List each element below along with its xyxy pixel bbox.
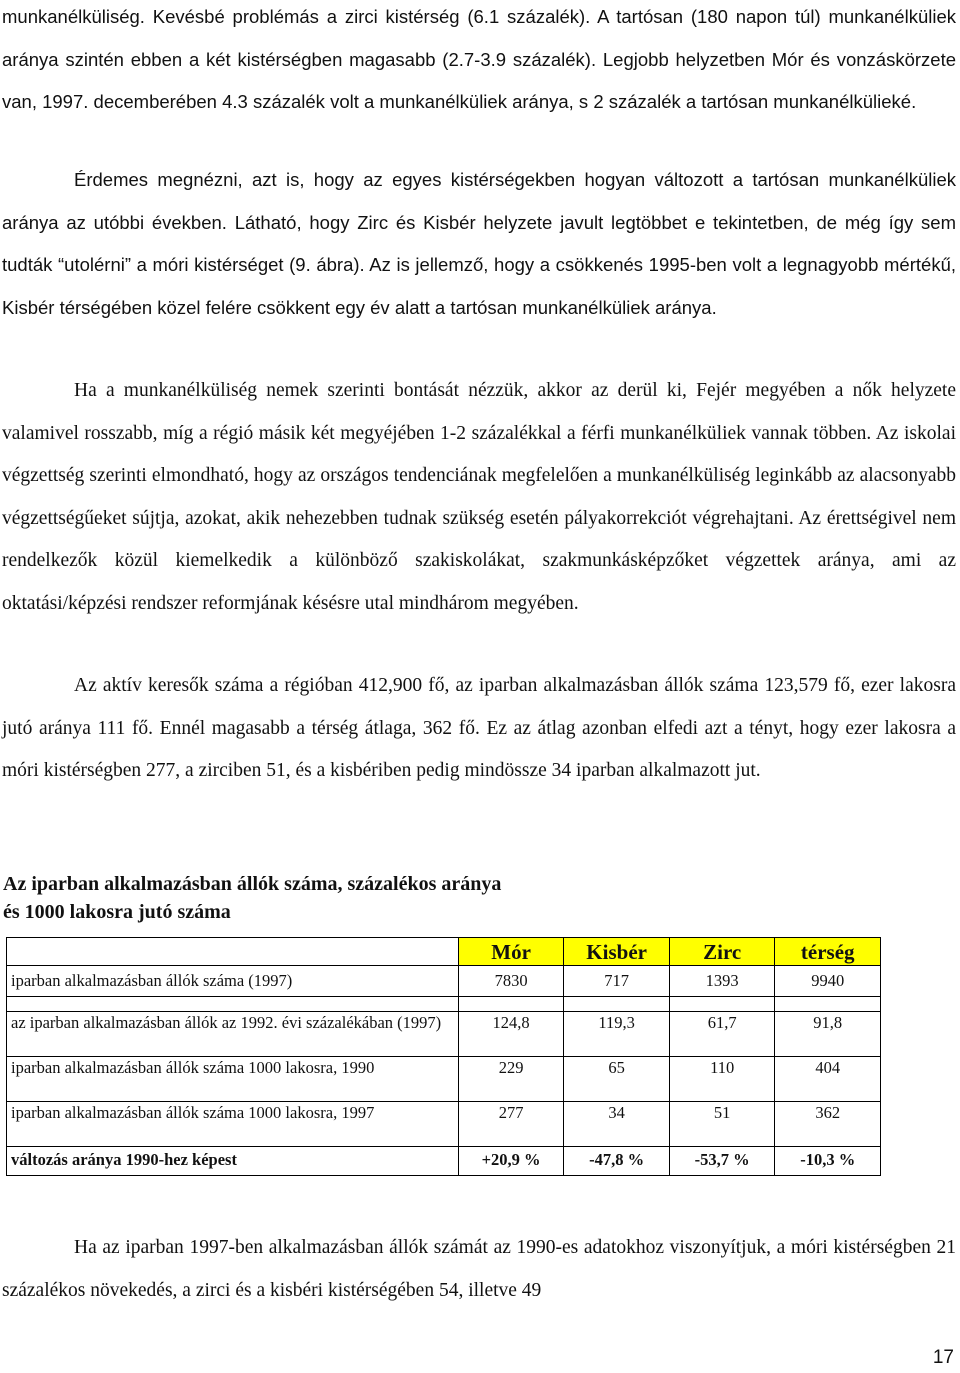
table-spacer-row [7, 997, 881, 1012]
spacer-cell [775, 997, 881, 1012]
table-header-empty-cell [7, 938, 459, 966]
paragraph-2: Érdemes megnézni, azt is, hogy az egyes kistérségekben hogyan változott a tartósan munkanélküliek aránya az utóbbi években. Látható, hogy Zirc és Kisbér helyzete javult legtöbbet e tekintetben, de még így sem tudták “utolérni” a móri kistérséget (9. ábra). Az is jellemző, hogy a csökkenés 1995-ben volt a legnagyobb mértékű, Kisbér térségében közel felére csökkent egy év alatt a tartósan munkanélküliek aránya. [2, 169, 956, 318]
cell-value: -53,7 % [669, 1147, 775, 1176]
table-row-total [7, 1147, 881, 1176]
table-header-row [7, 938, 881, 966]
paragraph-4: Az aktív keresők száma a régióban 412,900 fő, az iparban alkalmazásban állók száma 123,579 fő, ezer lakosra jutó aránya 111 fő. Ennél magasabb a térség átlaga, 362 fő. Ez az átlag azonban elfedi azt a tényt, hogy ezer lakosra a móri kistérségben 277, a zirciben 51, és a kisbériben pedig mindössze 34 iparban alkalmazott jut. [2, 675, 956, 782]
row-label: iparban alkalmazásban állók száma 1000 lakosra, 1990 [7, 1057, 459, 1102]
paragraph-1: munkanélküliség. Kevésbé problémás a zirci kistérség (6.1 százalék). A tartósan (180 napon túl) munkanélküliek aránya szintén ebben a két kistérségben magasabb (2.7-3.9 százalék). Legjobb helyzetben Mór és vonzáskörzete van, 1997. decemberében 4.3 százalék volt a munkanélküliek aránya, s 2 százalék a tartósan munkanélkülieké. [2, 6, 956, 113]
cell-value: 119,3 [564, 1012, 670, 1057]
cell-value: 9940 [775, 966, 881, 997]
cell-value: 65 [564, 1057, 670, 1102]
table-title [3, 870, 501, 926]
cell-value: 124,8 [458, 1012, 564, 1057]
table-row [7, 966, 881, 997]
cell-value: -10,3 % [775, 1147, 881, 1176]
cell-value: 404 [775, 1057, 881, 1102]
paragraph-3: Ha a munkanélküliség nemek szerinti bontását nézzük, akkor az derül ki, Fejér megyében a nők helyzete valamivel rosszabb, míg a régió másik két megyéjében 1-2 százalékkal a férfi munkanélküliek vannak többen. Az iskolai végzettség szerinti elmondható, hogy az országos tendenciának megfelelően a munkanélküliség leginkább az alacsonyabb végzettségűeket sújtja, azokat, akik nehezebben tudnak szükség esetén pályakorrekciót végrehajtani. Az érettségivel nem rendelkezők közül kiemelkedik a különböző szakiskolákat, szakmunkásképzőket végzettek aránya, ami az oktatási/képzési rendszer reformjának késésre utal mindhárom megyében. [2, 380, 956, 614]
cell-value: +20,9 % [458, 1147, 564, 1176]
table-title-line-1: Az iparban alkalmazásban állók száma, százalékos aránya [3, 873, 502, 895]
row-label: iparban alkalmazásban állók száma 1000 lakosra, 1997 [7, 1102, 459, 1147]
cell-value: 110 [669, 1057, 775, 1102]
spacer-cell [564, 997, 670, 1012]
table-row [7, 1057, 881, 1102]
column-header-zirc: Zirc [669, 938, 775, 966]
column-header-terseg: térség [775, 938, 881, 966]
table-row [7, 1012, 881, 1057]
cell-value: 229 [458, 1057, 564, 1102]
row-label: az iparban alkalmazásban állók az 1992. évi százalékában (1997) [7, 1012, 459, 1057]
spacer-cell [669, 997, 775, 1012]
cell-value: 1393 [669, 966, 775, 997]
cell-value: 61,7 [669, 1012, 775, 1057]
column-header-kisber: Kisbér [564, 938, 670, 966]
page-number: 17 [932, 1347, 954, 1368]
cell-value: -47,8 % [564, 1147, 670, 1176]
cell-value: 34 [564, 1102, 670, 1147]
cell-value: 51 [669, 1102, 775, 1147]
cell-value: 7830 [458, 966, 564, 997]
cell-value: 362 [775, 1102, 881, 1147]
cell-value: 277 [458, 1102, 564, 1147]
spacer-cell [458, 997, 564, 1012]
industry-employment-table [6, 937, 881, 1176]
paragraph-5: Ha az iparban 1997-ben alkalmazásban állók számát az 1990-es adatokhoz viszonyítjuk, a móri kistérségben 21 százalékos növekedés, a zirci és a kisbéri kistérségében 54, illetve 49 [2, 1237, 956, 1301]
table-title-line-2: és 1000 lakosra jutó száma [3, 901, 231, 923]
row-label: változás aránya 1990-hez képest [7, 1147, 459, 1176]
cell-value: 91,8 [775, 1012, 881, 1057]
cell-value: 717 [564, 966, 670, 997]
table-row [7, 1102, 881, 1147]
column-header-mor: Mór [458, 938, 564, 966]
spacer-cell [7, 997, 459, 1012]
row-label: iparban alkalmazásban állók száma (1997) [7, 966, 459, 997]
